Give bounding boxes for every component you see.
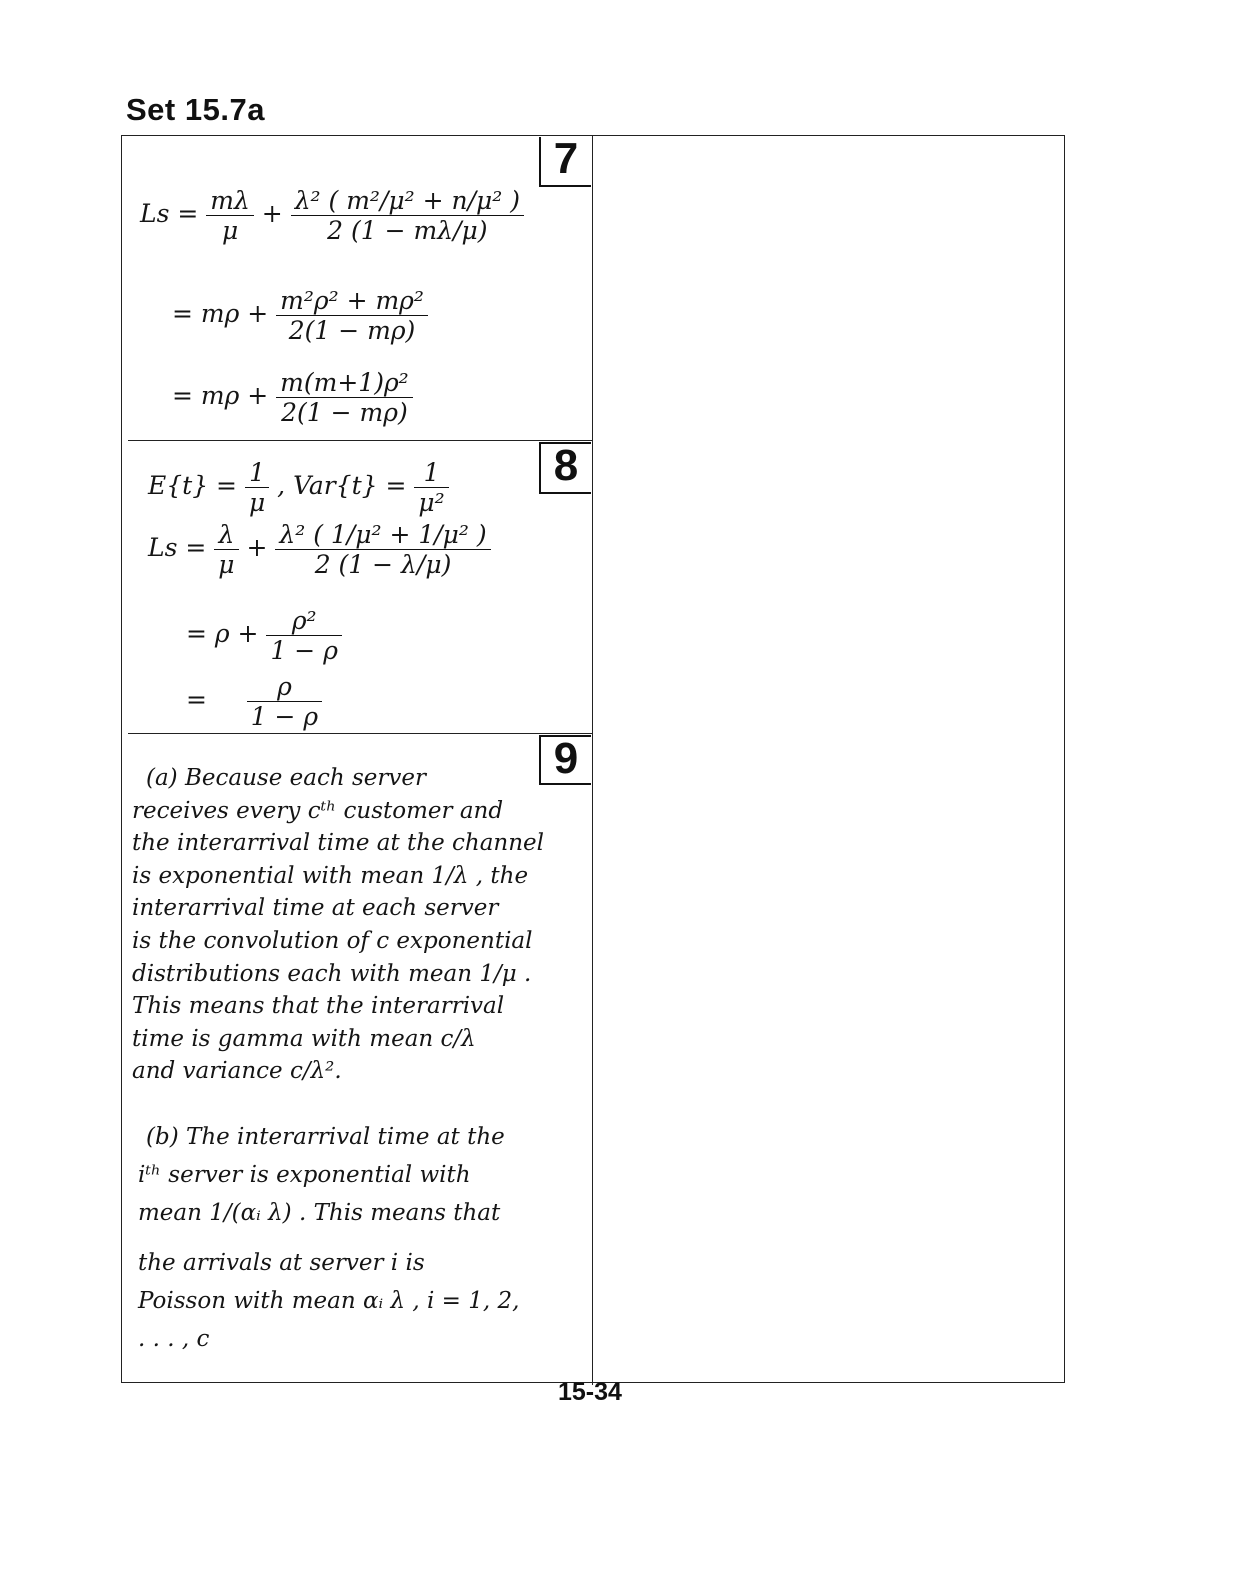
numerator: m(m+1)ρ² (276, 368, 413, 398)
page-title: Set 15.7a (126, 92, 265, 127)
equation-lhs: Ls = (140, 199, 199, 228)
operator: + (246, 533, 268, 562)
equation-line (186, 606, 342, 665)
handwritten-line: is the convolution of c exponential (132, 927, 533, 954)
handwritten-line: This means that the interarrival (132, 993, 505, 1020)
handwritten-line: mean 1/(αᵢ λ) . This means that (138, 1200, 501, 1226)
problem-number-badge: 8 (539, 442, 591, 494)
equation-term: , Var{t} = (277, 471, 407, 500)
handwritten-line: (b) The interarrival time at the (146, 1124, 505, 1150)
numerator: 1 (414, 458, 448, 488)
problem-number-badge: 9 (539, 735, 591, 785)
fraction (247, 672, 322, 731)
equation-lhs: = (172, 381, 193, 410)
numerator: mλ (206, 186, 254, 216)
equation-line (172, 368, 413, 427)
numerator: 1 (245, 458, 269, 488)
equation-line (148, 458, 449, 517)
equation-term: ρ + (214, 619, 259, 648)
fraction (276, 368, 413, 427)
fraction (206, 186, 254, 245)
equation-line (172, 286, 428, 345)
denominator: μ (248, 488, 266, 517)
problem-9-part-a (132, 762, 588, 1088)
section-divider (128, 440, 592, 441)
handwritten-line: distributions each with mean 1/μ . (132, 960, 532, 987)
equation-lhs: Ls = (148, 533, 207, 562)
handwritten-line: iᵗʰ server is exponential with (138, 1162, 471, 1188)
denominator: 2(1 − mρ) (281, 398, 408, 427)
equation-lhs: = (172, 299, 193, 328)
fraction (245, 458, 269, 517)
problem-number-badge: 7 (539, 137, 591, 187)
fraction (266, 606, 341, 665)
denominator: 1 − ρ (270, 636, 338, 665)
equation-lhs: = (186, 685, 207, 714)
numerator: ρ² (266, 606, 341, 636)
equation-line (148, 520, 491, 579)
problem-9-part-b (132, 1118, 588, 1358)
denominator: 2 (1 − λ/μ) (314, 550, 452, 579)
denominator: 1 − ρ (250, 702, 319, 731)
equation-lhs: = (186, 619, 207, 648)
handwritten-line: interarrival time at each server (132, 895, 499, 922)
numerator: m²ρ² + mρ² (276, 286, 428, 316)
equation-line (186, 672, 322, 731)
denominator: μ (221, 216, 239, 245)
denominator: μ (218, 550, 235, 579)
equation-term: mρ + (200, 299, 269, 328)
handwritten-line: receives every cᵗʰ customer and (132, 797, 504, 824)
denominator: 2(1 − mρ) (288, 316, 416, 345)
handwritten-line: time is gamma with mean c/λ (132, 1025, 476, 1052)
numerator: ρ (247, 672, 322, 702)
operator: + (261, 199, 283, 228)
numerator: λ (214, 520, 238, 550)
handwritten-line: is exponential with mean 1/λ , the (132, 862, 529, 889)
handwritten-line: and variance c/λ². (132, 1058, 342, 1085)
fraction (414, 458, 448, 517)
handwritten-line: the interarrival time at the channel (132, 830, 545, 857)
section-divider (128, 733, 592, 734)
numerator: λ² ( m²/μ² + n/μ² ) (291, 186, 524, 216)
denominator: μ² (418, 488, 445, 517)
fraction (276, 286, 428, 345)
handwritten-line: . . . , c (138, 1326, 210, 1352)
handwritten-line: the arrivals at server i is (138, 1250, 425, 1276)
fraction (275, 520, 490, 579)
handwritten-line: Poisson with mean αᵢ λ , i = 1, 2, (138, 1288, 520, 1314)
handwritten-line: (a) Because each server (146, 765, 426, 791)
column-divider (592, 135, 593, 1385)
fraction (291, 186, 524, 245)
denominator: 2 (1 − mλ/μ) (327, 216, 488, 245)
equation-line (140, 186, 524, 245)
equation-term: mρ + (200, 381, 269, 410)
page-number: 15-34 (558, 1378, 622, 1406)
fraction (214, 520, 238, 579)
equation-term: E{t} = (148, 471, 238, 500)
numerator: λ² ( 1/μ² + 1/μ² ) (275, 520, 490, 550)
